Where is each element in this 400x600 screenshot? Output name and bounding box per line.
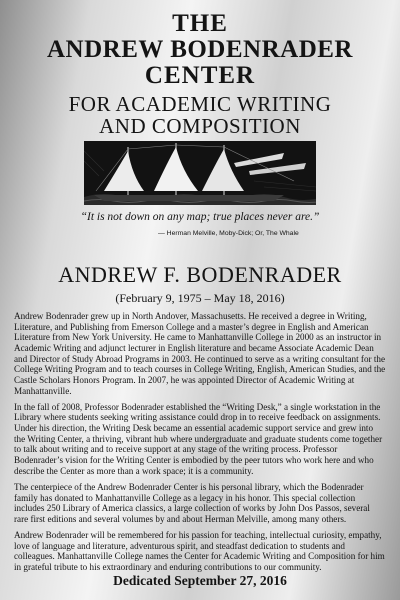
biography-paragraph-3: The centerpiece of the Andrew Bodenrader Center is his personal library, which the Bodenrader family has donated to Manhattanville College as a legacy in his honor. This special collection includes 250 Library of America classics, a large collection of works by John Dos Passos, several rare first editions and several volumes by and about Herman Melville, among many others. [14,481,370,524]
subtitle-line-2: AND COMPOSITION [99,114,301,138]
dedication-date: Dedicated September 27, 2016 [113,573,287,588]
subtitle-line-1: FOR ACADEMIC WRITING [68,92,332,116]
sailing-ship-engraving [84,141,316,205]
sailing-ship-icon [84,141,316,205]
title-line-3: CENTER [144,62,256,89]
title-line-1: THE [172,10,228,37]
biography [14,311,386,578]
title-line-2: ANDREW BODENRADER [47,36,353,63]
honoree-dates: (February 9, 1975 – May 18, 2016) [115,291,285,305]
biography-paragraph-4: Andrew Bodenrader will be remembered for his passion for teaching, intellectual curiosity, empathy, love of language and literature, adventurous spirit, and steadfast dedication to students and colleagues. Manhattanville College names the Center for Academic Writing and Composition for him in grateful tribute to his extraordinary and enduring contributions to our community. [14,529,385,572]
honoree-name: ANDREW F. BODENRADER [58,262,342,287]
melville-quote: “It is not down on any map; true places never are.” [80,211,320,223]
quote-attribution: — Herman Melville, Moby-Dick; Or, The Whale [158,230,299,237]
biography-paragraph-2: In the fall of 2008, Professor Bodenrader established the “Writing Desk,” a single workstation in the Library where students seeking writing assistance could drop in to receive feedback on assignments. Under his direction, the Writing Desk became an essential academic support service and grew into the Writing Center, a thriving, vibrant hub where undergraduate and graduate students come together to talk about writing and to receive support at any stage of the writing process. Professor Bodenrader’s vision for the Writing Center is embodied by the peer tutors who work here and who describe the Center as more than a work space; it is a community. [14,401,383,476]
biography-paragraph-1: Andrew Bodenrader grew up in North Andover, Massachusetts. He received a degree in Writing, Literature, and Publishing from Emerson College and a master’s degree in English and American Literature from New York University. He came to Manhattanville College in 2000 as an instructor in Academic Writing and adjunct lecturer in English literature and became Associate Academic Dean and Director of Study Abroad Programs in 2003. He continued to serve as a writing consultant for the College Writing Program and to teach courses in College Writing, English, American Studies, and the Castle Scholars Honors Program. In 2007, he was appointed Director of Academic Writing at Manhattanville. [14,311,386,396]
